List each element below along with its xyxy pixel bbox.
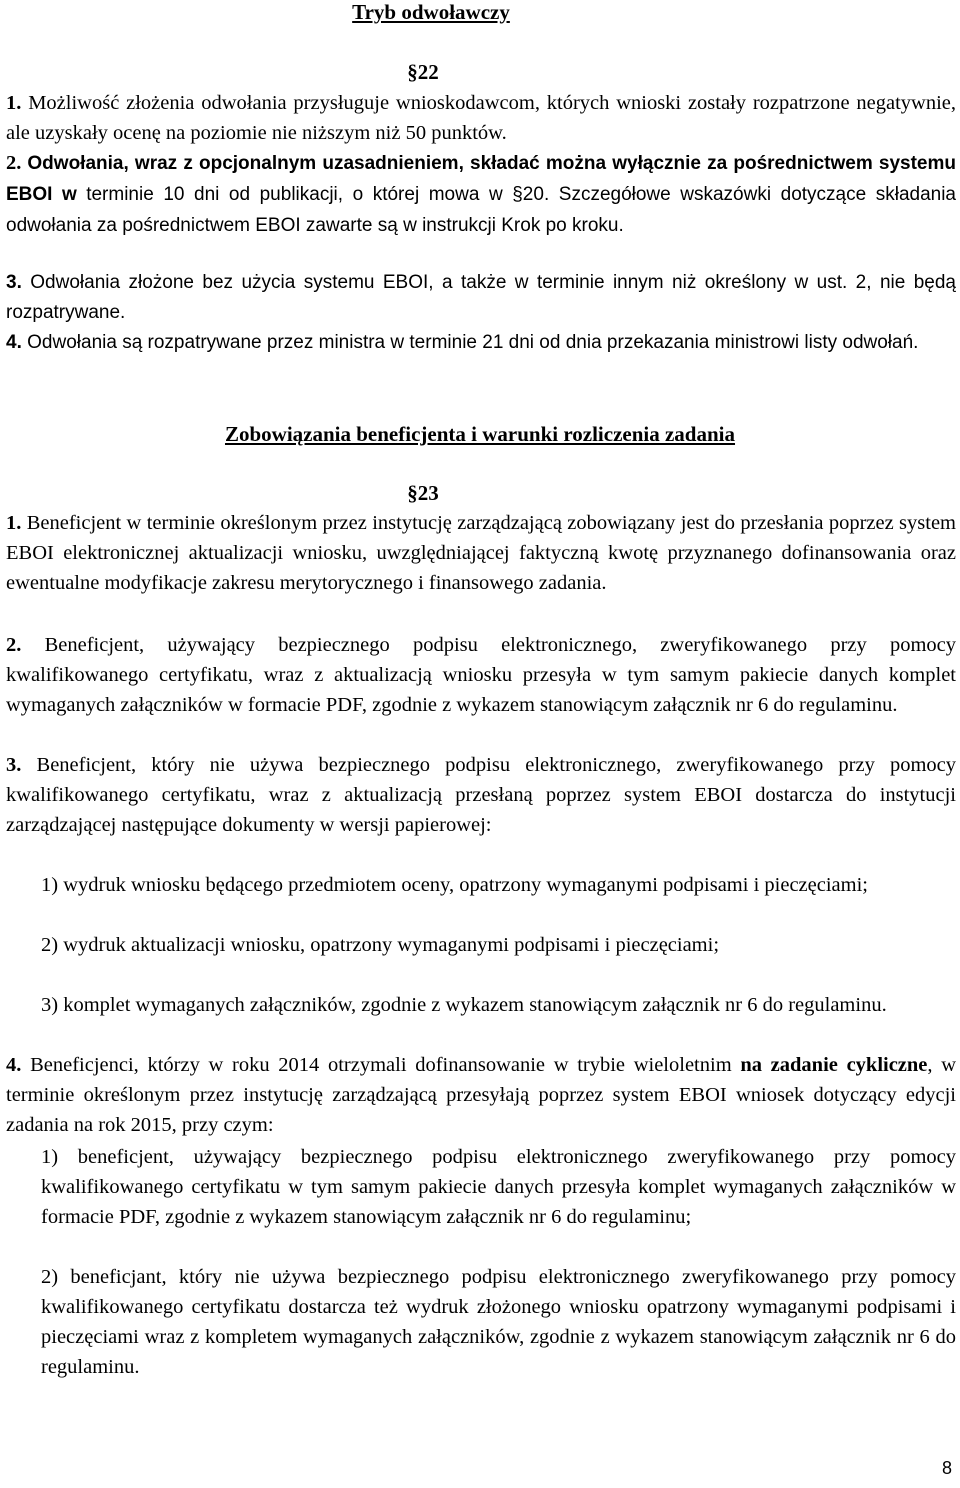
page-number: 8 (941, 1458, 952, 1478)
sub-list-item: 1) wydruk wniosku będącego przedmiotem oceny, opatrzony wymaganymi podpisami i pieczęciami; (41, 874, 868, 896)
paragraph-number-23: §23 (407, 481, 439, 505)
list-item (6, 1050, 956, 1140)
item-text: Możliwość złożenia odwołania przysługuje wnioskodawcom, których wnioski zostały rozpatrzone negatywnie, ale uzyskały ocenę na poziomie nie niższym niż 50 punktów. (6, 92, 957, 144)
item-bold-text: na zadanie cykliczne (740, 1054, 928, 1076)
sub-list-item: 1) beneficjent, używający bezpiecznego podpisu elektronicznego zweryfikowanego przy pomocy kwalifikowanego certyfikatu w tym samym pakiecie danych przesyła komplet wymaganych załączników w formacie PDF, zgodnie z wykazem stanowiącym załącznik nr 6 do regulaminu; (41, 1146, 956, 1228)
list-item (6, 268, 956, 328)
item-text: Odwołania złożone bez użycia systemu EBOI, a także w terminie innym niż określony w ust. 2, nie będą rozpatrywane. (6, 272, 956, 323)
item-number: 1. (6, 92, 22, 114)
item-text: terminie 10 dni od publikacji, o której mowa w §20. Szczegółowe wskazówki dotyczące składania odwołania za pośrednictwem EBOI zawarte są w instrukcji Krok po kroku. (6, 184, 956, 236)
list-item (6, 88, 956, 148)
sub-list-item: 3) komplet wymaganych załączników, zgodnie z wykazem stanowiącym załącznik nr 6 do regulaminu. (41, 994, 887, 1016)
item-number: 3. (6, 754, 22, 776)
item-number: 3. (6, 272, 22, 293)
item-text: Beneficjenci, którzy w roku 2014 otrzymali dofinansowanie w trybie wieloletnim (30, 1054, 732, 1076)
section-title-appeal: Tryb odwoławczy (352, 0, 510, 24)
item-bold-text: Odwołania, wraz z opcjonalnym uzasadnieniem, składać można wyłącznie za pośrednictwem systemu EBOI w (6, 153, 956, 205)
item-text: Beneficjent w terminie określonym przez instytucję zarządzającą zobowiązany jest do przesłania poprzez system EBOI elektronicznej aktualizacji wniosku, uwzględniającej faktyczną kwotę przyznanego dofinansowania oraz ewentualne modyfikacje zakresu merytorycznego i finansowego zadania. (6, 512, 956, 594)
item-text: Odwołania są rozpatrywane przez ministra w terminie 21 dni od dnia przekazania ministrowi listy odwołań. (27, 332, 919, 353)
list-item (6, 148, 956, 241)
list-item (6, 328, 956, 358)
item-number: 4. (6, 1054, 22, 1076)
section-title-obligations: Zobowiązania beneficjenta i warunki rozliczenia zadania (224, 422, 736, 446)
item-text: Beneficjent, który nie używa bezpiecznego podpisu elektronicznego, zweryfikowanego przy pomocy kwalifikowanego certyfikatu, wraz z aktualizacją przesłaną poprzez system EBOI dostarcza do instytucji zarządzającej następujące dokumenty w wersji papierowej: (6, 754, 956, 836)
item-text: Beneficjent, używający bezpiecznego podpisu elektronicznego, zweryfikowanego przy pomocy kwalifikowanego certyfikatu, wraz z aktualizacją wniosku przesyła w tym samym pakiecie danych komplet wymaganych załączników w formacie PDF, zgodnie z wykazem stanowiącym załącznik nr 6 do regulaminu. (6, 634, 957, 716)
sub-list-item: 2) beneficjant, który nie używa bezpiecznego podpisu elektronicznego zweryfikowanego przy pomocy kwalifikowanego certyfikatu dostarcza też wydruk złożonego wniosku opatrzony wymaganymi podpisami i pieczęciami wraz z kompletem wymaganych załączników, zgodnie z wykazem stanowiącym załącznik nr 6 do regulaminu. (41, 1266, 956, 1378)
list-item (6, 630, 956, 720)
list-item (6, 508, 956, 598)
item-number: 4. (6, 332, 22, 353)
item-text: , w terminie określonym przez instytucję zarządzającą przesyłają poprzez system EBOI wniosek dotyczący edycji zadania na rok 2015, przy czym: (6, 1054, 957, 1136)
paragraph-number-22: §22 (407, 60, 439, 84)
item-number: 2. (6, 152, 22, 174)
sub-list-item: 2) wydruk aktualizacji wniosku, opatrzony wymaganymi podpisami i pieczęciami; (41, 934, 720, 956)
item-number: 2. (6, 634, 22, 656)
item-number: 1. (6, 512, 22, 534)
list-item (6, 750, 956, 840)
